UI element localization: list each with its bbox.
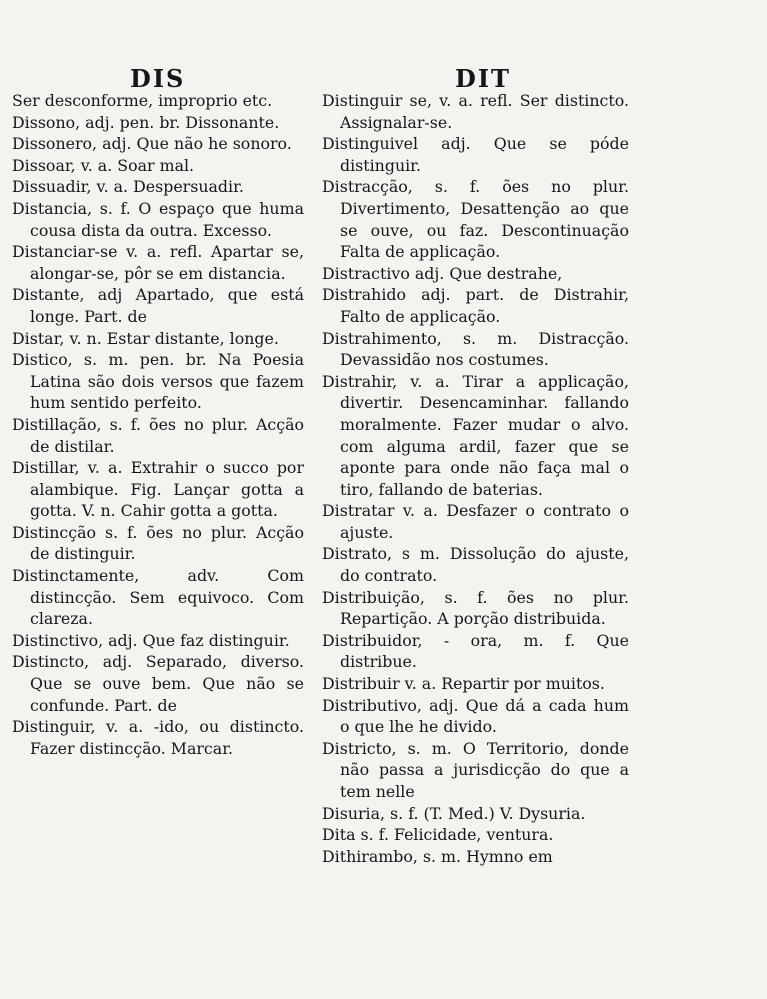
dictionary-entry: Distratar v. a. Desfazer o contrato o ajuste. (322, 501, 629, 542)
dictionary-entry: Distributivo, adj. Que dá a cada hum o que lhe he divido. (322, 695, 629, 737)
dictionary-entry: Distante, adj Apartado, que está longe. Part. de (12, 285, 304, 326)
dictionary-entry: Distrahir, v. a. Tirar a applicação, divertir. Desencaminhar. fallando moralmente. Fazer mudar o alvo. com alguma ardil, fazer que se aponte para onde não faça mal o tiro, fallando de baterias. (322, 371, 629, 499)
dictionary-entry: Distribuir v. a. Repartir por muitos. (322, 674, 605, 694)
dictionary-entry: Distribuidor, - ora, m. f. Que distribue. (322, 630, 629, 672)
dictionary-entry: Dissono, adj. pen. br. Dissonante. (12, 112, 280, 132)
dictionary-entry: Distrahido adj. part. de Distrahir, Falto de applicação. (322, 285, 629, 326)
dictionary-entry: Distrahimento, s. m. Distracção. Devassidão nos costumes. (322, 328, 629, 370)
dictionary-entry: Distancia, s. f. O espaço que huma cousa dista da outra. Excesso. (12, 198, 304, 240)
dictionary-entry: Dithirambo, s. m. Hymno em (322, 846, 553, 866)
dictionary-entry: Distinguir, v. a. -ido, ou distincto. Fazer distincção. Marcar. (12, 717, 304, 758)
right-column (322, 90, 629, 867)
dictionary-entry: Distrato, s m. Dissolução do ajuste, do contrato. (322, 544, 629, 586)
dictionary-entry: Distractivo adj. Que destrahe, (322, 263, 563, 283)
dictionary-entry: Districto, s. m. O Territorio, donde não passa a jurisdicção do que a tem nelle (322, 738, 629, 801)
dictionary-entry: Distinguivel adj. Que se póde distinguir. (322, 134, 629, 175)
right-column-heading: DIT (455, 64, 511, 93)
left-column (12, 90, 304, 759)
left-column-heading: DIS (130, 64, 186, 93)
dictionary-entry: Distinguir se, v. a. refl. Ser distincto. Assignalar-se. (322, 91, 629, 132)
dictionary-entry: Distinctivo, adj. Que faz distinguir. (12, 630, 290, 650)
dictionary-entry: Distico, s. m. pen. br. Na Poesia Latina são dois versos que fazem hum sentido perfeito. (12, 350, 304, 413)
dictionary-entry: Distar, v. n. Estar distante, longe. (12, 328, 279, 348)
dictionary-entry: Ser desconforme, improprio etc. (12, 91, 273, 110)
dictionary-entry: Distanciar-se v. a. refl. Apartar se, alongar-se, pôr se em distancia. (12, 242, 304, 283)
dictionary-entry: Distillação, s. f. ões no plur. Acção de distilar. (12, 414, 304, 456)
dictionary-entry: Distinctamente, adv. Com distincção. Sem equivoco. Com clareza. (12, 566, 304, 629)
dictionary-entry: Dissonero, adj. Que não he sonoro. (12, 134, 292, 154)
dictionary-entry: Distincção s. f. ões no plur. Acção de distinguir. (12, 522, 304, 564)
dictionary-entry: Dissoar, v. a. Soar mal. (12, 155, 195, 175)
dictionary-entry: Disuria, s. f. (T. Med.) V. Dysuria. (322, 803, 586, 823)
dictionary-entry: Dita s. f. Felicidade, ventura. (322, 825, 554, 845)
dictionary-entry: Dissuadir, v. a. Despersuadir. (12, 177, 244, 197)
dictionary-entry: Distillar, v. a. Extrahir o succo por alambique. Fig. Lançar gotta a gotta. V. n. Cahir gotta a gotta. (12, 458, 304, 521)
dictionary-entry: Distribuição, s. f. ões no plur. Repartição. A porção distribuida. (322, 587, 629, 629)
dictionary-entry: Distincto, adj. Separado, diverso. Que se ouve bem. Que não se confunde. Part. de (12, 652, 304, 715)
dictionary-entry: Distracção, s. f. ões no plur. Divertimento, Desattenção ao que se ouve, ou faz. Descontinuação Falta de applicação. (322, 177, 629, 262)
